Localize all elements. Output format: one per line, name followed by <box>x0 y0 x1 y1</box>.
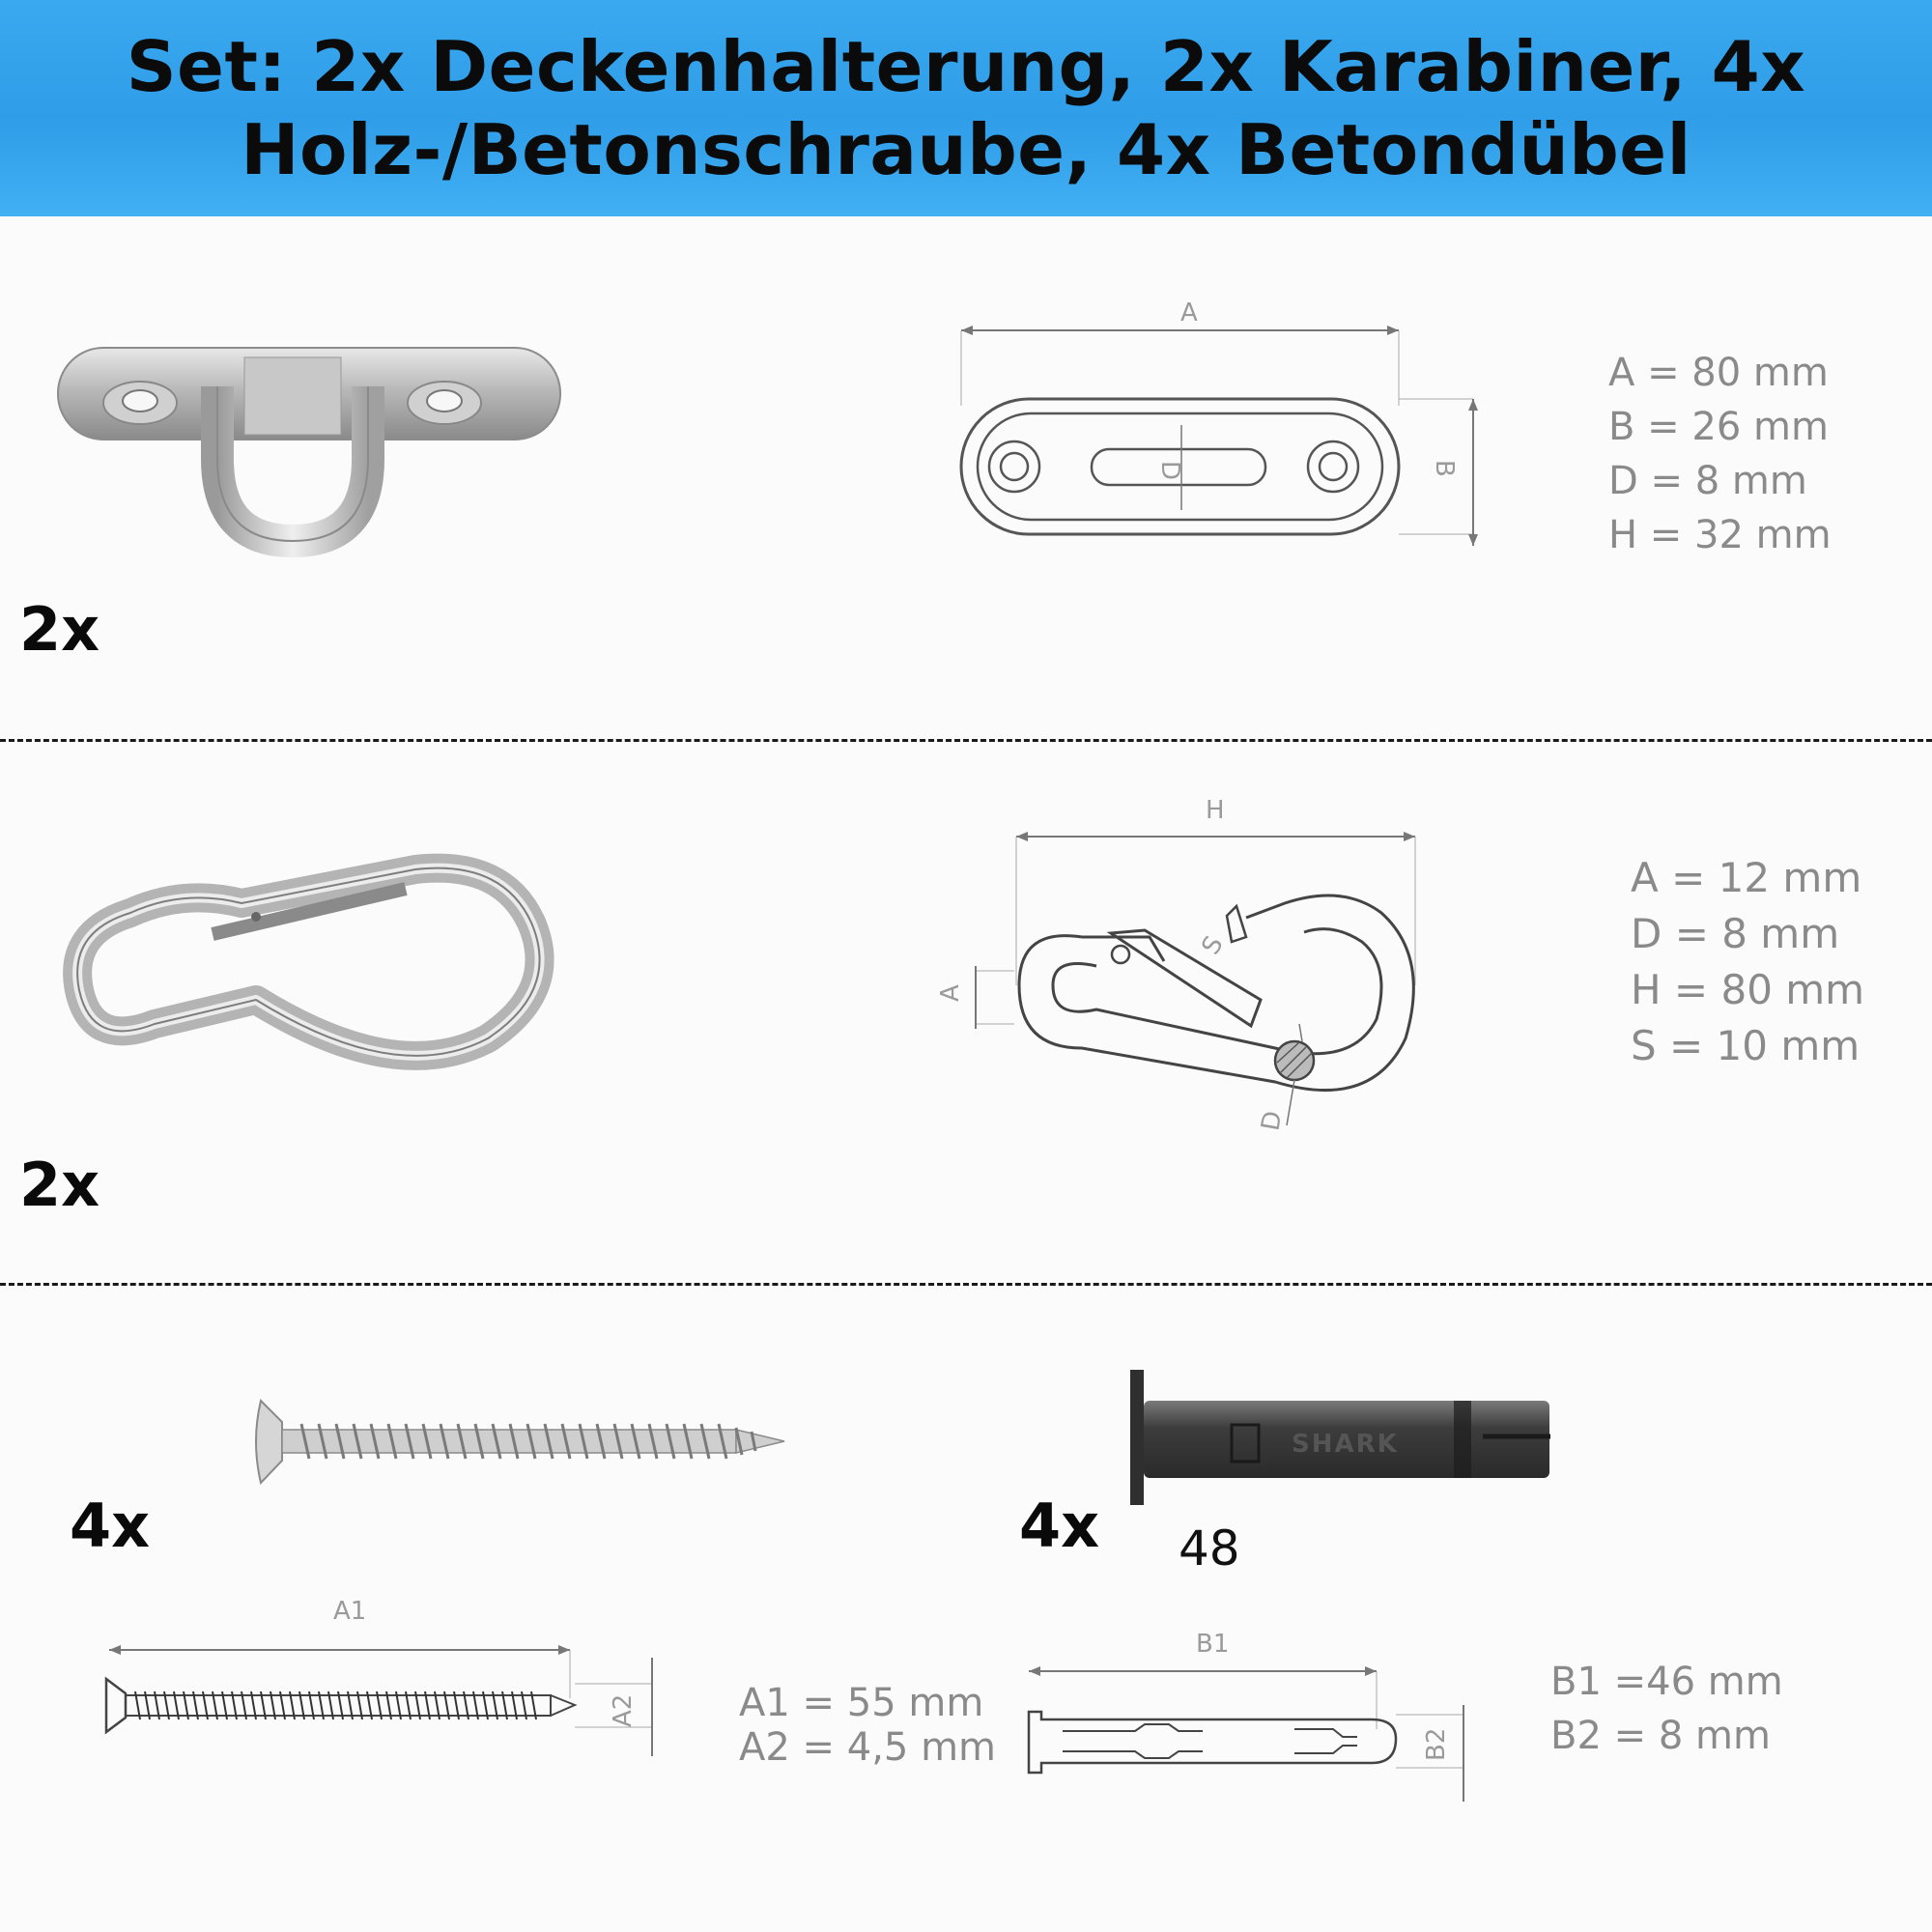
dim-label-a: A <box>1180 298 1198 327</box>
ceiling-mount-drawing <box>956 299 1497 560</box>
dim-label-b1: B1 <box>1196 1630 1230 1659</box>
screw-specs <box>739 1681 996 1770</box>
section-divider-2 <box>0 1283 1932 1286</box>
spec-h: H = 80 mm <box>1631 966 1865 1013</box>
anchor-photo <box>1125 1367 1570 1512</box>
anchor-code: 48 <box>1179 1520 1240 1577</box>
spec-s: S = 10 mm <box>1631 1022 1861 1069</box>
carabiner-photo <box>68 855 560 1096</box>
title-line-2: Holz-/Betonschraube, 4x Betondübel <box>241 109 1691 190</box>
spec-d: D = 8 mm <box>1631 910 1840 957</box>
anchor-quantity: 4x <box>1019 1491 1100 1561</box>
dim-label-d: D <box>1155 461 1184 481</box>
screw-quantity: 4x <box>70 1491 151 1561</box>
ceiling-mount-photo <box>53 333 565 555</box>
section-divider-1 <box>0 739 1932 742</box>
dim-label-h: H <box>1206 796 1225 825</box>
spec-a: A = 80 mm <box>1608 351 1829 395</box>
anchor-drawing <box>1024 1623 1488 1806</box>
dim-label-a-carabiner: A <box>936 984 965 1002</box>
spec-a1: A1 = 55 mm <box>739 1681 984 1725</box>
spec-a2: A2 = 4,5 mm <box>739 1725 997 1770</box>
anchor-specs <box>1550 1655 1783 1763</box>
spec-d: D = 8 mm <box>1608 459 1807 503</box>
spec-h: H = 32 mm <box>1608 513 1832 557</box>
dim-label-a1: A1 <box>333 1597 367 1626</box>
screw-photo <box>253 1401 794 1488</box>
ceiling-mount-quantity: 2x <box>19 594 100 665</box>
spec-b2: B2 = 8 mm <box>1550 1714 1771 1758</box>
spec-b1: B1 =46 mm <box>1550 1660 1783 1704</box>
header-banner <box>0 0 1932 216</box>
carabiner-drawing <box>927 792 1430 1140</box>
carabiner-specs <box>1631 850 1864 1074</box>
anchor-brand: SHARK <box>1292 1430 1399 1459</box>
dim-label-s: S <box>1196 931 1230 960</box>
title-line-1: Set: 2x Deckenhalterung, 2x Karabiner, 4x <box>126 26 1806 107</box>
screw-drawing <box>101 1592 662 1766</box>
dim-label-b: B <box>1430 460 1459 477</box>
dim-label-d-carabiner: D <box>1256 1108 1289 1133</box>
carabiner-quantity: 2x <box>19 1150 100 1220</box>
dim-label-a2: A2 <box>609 1693 638 1727</box>
spec-a: A = 12 mm <box>1631 854 1862 901</box>
spec-b: B = 26 mm <box>1608 405 1829 449</box>
ceiling-mount-specs <box>1608 346 1832 562</box>
dim-label-b2: B2 <box>1422 1727 1451 1761</box>
